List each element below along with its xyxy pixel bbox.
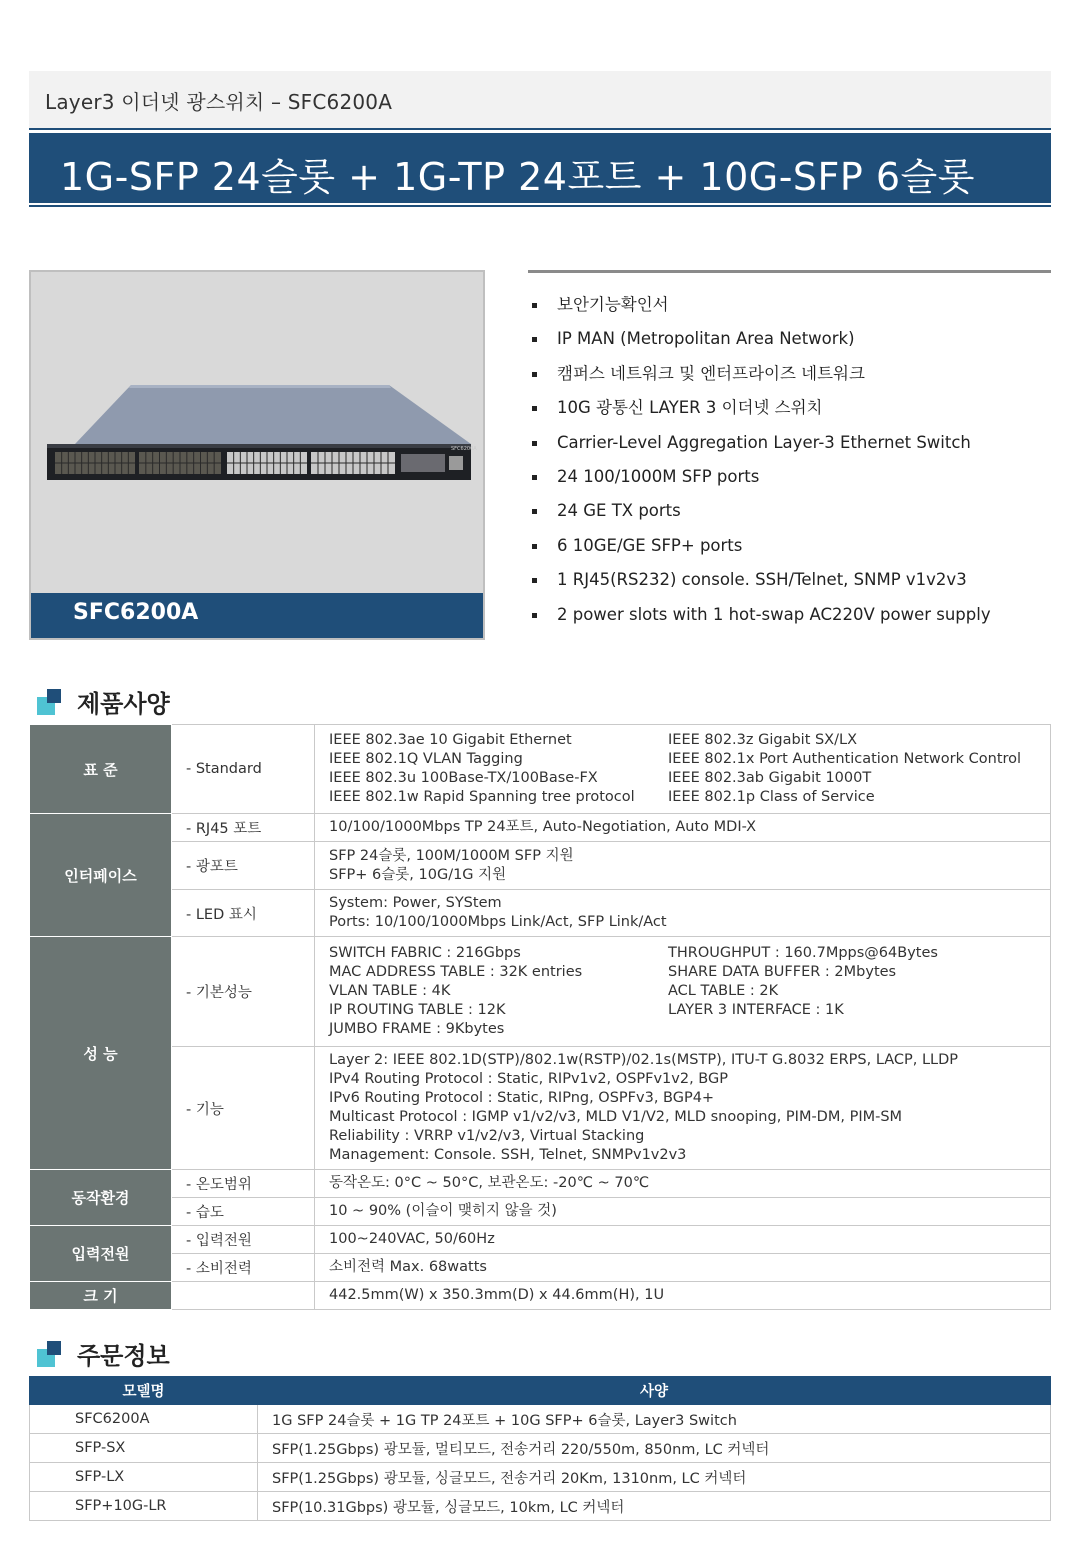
model-cell: SFP-LX [30,1463,258,1492]
text-line: SHARE DATA BUFFER : 2Mbytes [668,964,897,980]
value-cell: 10 ~ 90% (이슬이 맺히지 않을 것) [315,1198,1051,1226]
category-cell: 표 준 [30,725,172,814]
table-row [30,1463,1051,1492]
feature-item: 보안기능확인서 [530,293,1050,327]
spec-heading [37,684,170,719]
feature-list [530,293,1050,637]
text-line: IEEE 802.3z Gigabit SX/LX [668,732,858,748]
table-row [30,1226,1051,1254]
section-title: 주문정보 [77,1342,170,1370]
spec-cell: SFP(1.25Gbps) 광모듈, 싱글모드, 전송거리 20Km, 1310nm, LC 커넥터 [258,1463,1051,1492]
product-photo-panel [29,270,485,640]
value-cell: 동작온도: 0°C ~ 50°C, 보관온도: -20℃ ~ 70℃ [315,1170,1051,1198]
text-line: IEEE 802.3u 100Base-TX/100Base-FX [329,770,598,786]
subcategory-cell: - 소비전력 [172,1254,315,1282]
subcategory-cell: - 광포트 [172,842,315,890]
category-cell: 성 능 [30,937,172,1170]
subcategory-cell: - RJ45 포트 [172,814,315,842]
table-row [30,1047,1051,1170]
spec-table [29,724,1051,1310]
feature-item: 24 100/1000M SFP ports [530,465,1050,499]
text-line: SFP 24슬롯, 100M/1000M SFP 지원 [329,847,574,864]
section-title: 제품사양 [77,690,170,718]
text-line: System: Power, SYStem [329,895,502,911]
text-line: IPv6 Routing Protocol : Static, RIPng, OSPFv3, BGP4+ [329,1090,715,1106]
feature-item: 1 RJ45(RS232) console. SSH/Telnet, SNMP v1v2v3 [530,568,1050,602]
spec-cell: 1G SFP 24슬롯 + 1G TP 24포트 + 10G SFP+ 6슬롯, Layer3 Switch [258,1405,1051,1434]
value-cell [315,937,1051,1047]
subcategory-cell: - LED 표시 [172,890,315,937]
feature-item: 캠퍼스 네트워크 및 엔터프라이즈 네트워크 [530,362,1050,396]
text-line: VLAN TABLE : 4K [329,983,451,999]
value-cell: 10/100/1000Mbps TP 24포트, Auto-Negotiation, Auto MDI-X [315,814,1051,842]
sfp-plus-ports-group [401,454,463,472]
model-cell: SFC6200A [30,1405,258,1434]
table-row [30,814,1051,842]
table-row [30,725,1051,814]
text-line: IEEE 802.1p Class of Service [668,789,875,805]
divider [29,128,1051,130]
product-caption-bar [31,593,483,638]
value-cell [315,1047,1051,1170]
table-row [30,1282,1051,1310]
column-header-model: 모델명 [30,1377,258,1405]
product-caption: SFC6200A [73,600,199,625]
text-line: Reliability : VRRP v1/v2/v3, Virtual Stacking [329,1128,645,1144]
section-marker-icon [37,689,63,715]
order-heading [37,1336,170,1371]
value-cell: 442.5mm(W) x 350.3mm(D) x 44.6mm(H), 1U [315,1282,1051,1310]
category-cell: 동작환경 [30,1170,172,1226]
text-line: LAYER 3 INTERFACE : 1K [668,1002,844,1018]
model-cell: SFP+10G-LR [30,1492,258,1521]
subcategory-cell: - 기능 [172,1047,315,1170]
text-line: IP ROUTING TABLE : 12K [329,1002,506,1018]
table-row [30,1492,1051,1521]
category-cell: 인터페이스 [30,814,172,937]
text-line: MAC ADDRESS TABLE : 32K entries [329,964,583,980]
text-line: Multicast Protocol : IGMP v1/v2/v3, MLD V1/V2, MLD snooping, PIM-DM, PIM-SM [329,1109,903,1125]
value-cell: 100~240VAC, 50/60Hz [315,1226,1051,1254]
value-cell [315,842,1051,890]
feature-item: 10G 광통신 LAYER 3 이더넷 스위치 [530,396,1050,430]
text-line: ACL TABLE : 2K [668,983,779,999]
value-cell [315,725,1051,814]
text-line: IEEE 802.3ae 10 Gigabit Ethernet [329,732,572,748]
text-line: SWITCH FABRIC : 216Gbps [329,945,521,961]
device-top-cover [75,385,471,444]
text-line: Layer 2: IEEE 802.1D(STP)/802.1w(RSTP)/02.1s(MSTP), ITU-T G.8032 ERPS, LACP, LLDP [329,1052,959,1068]
subcategory-cell: - 기본성능 [172,937,315,1047]
table-row [30,890,1051,937]
order-table [29,1376,1051,1521]
table-row [30,937,1051,1047]
text-line: JUMBO FRAME : 9Kbytes [329,1021,505,1037]
feature-item: 2 power slots with 1 hot-swap AC220V power supply [530,603,1050,637]
category-cell: 크 기 [30,1282,172,1310]
text-line: IEEE 802.1w Rapid Spanning tree protocol [329,789,635,805]
page-title: 1G-SFP 24슬롯 + 1G-TP 24포트 + 10G-SFP 6슬롯 [60,155,975,199]
divider [528,270,1051,273]
switch-device-image [31,272,483,592]
text-line: SFP+ 6슬롯, 10G/1G 지원 [329,866,507,883]
text-line: IPv4 Routing Protocol : Static, RIPv1v2, OSPFv1v2, BGP [329,1071,728,1087]
text-line: IEEE 802.3ab Gigabit 1000T [668,770,872,786]
table-row [30,1198,1051,1226]
feature-item: IP MAN (Metropolitan Area Network) [530,327,1050,361]
subcategory-cell: - 온도범위 [172,1170,315,1198]
table-row [30,1170,1051,1198]
subcategory-cell: - 습도 [172,1198,315,1226]
device-model-label: SFC6200A [451,446,477,452]
page-subtitle: Layer3 이더넷 광스위치 – SFC6200A [45,90,393,114]
table-row [30,1434,1051,1463]
feature-item: 24 GE TX ports [530,499,1050,533]
column-header-spec: 사양 [258,1377,1051,1405]
table-header-row [30,1377,1051,1405]
text-line: Ports: 10/100/1000Mbps Link/Act, SFP Link/Act [329,914,667,930]
text-line: THROUGHPUT : 160.7Mpps@64Bytes [668,945,938,961]
text-line: Management: Console. SSH, Telnet, SNMPv1v2v3 [329,1147,687,1163]
model-cell: SFP-SX [30,1434,258,1463]
category-cell: 입력전원 [30,1226,172,1282]
table-row [30,1405,1051,1434]
subcategory-cell [172,1282,315,1310]
text-line: IEEE 802.1Q VLAN Tagging [329,751,523,767]
table-row [30,1254,1051,1282]
feature-item: Carrier-Level Aggregation Layer-3 Ethernet Switch [530,431,1050,465]
subcategory-cell: - Standard [172,725,315,814]
subcategory-cell: - 입력전원 [172,1226,315,1254]
value-cell: 소비전력 Max. 68watts [315,1254,1051,1282]
spec-cell: SFP(1.25Gbps) 광모듈, 멀티모드, 전송거리 220/550m, 850nm, LC 커넥터 [258,1434,1051,1463]
feature-item: 6 10GE/GE SFP+ ports [530,534,1050,568]
text-line: IEEE 802.1x Port Authentication Network Control [668,751,1022,767]
table-row [30,842,1051,890]
spec-cell: SFP(10.31Gbps) 광모듈, 싱글모드, 10km, LC 커넥터 [258,1492,1051,1521]
divider [29,205,1051,207]
section-marker-icon [37,1341,63,1367]
value-cell [315,890,1051,937]
